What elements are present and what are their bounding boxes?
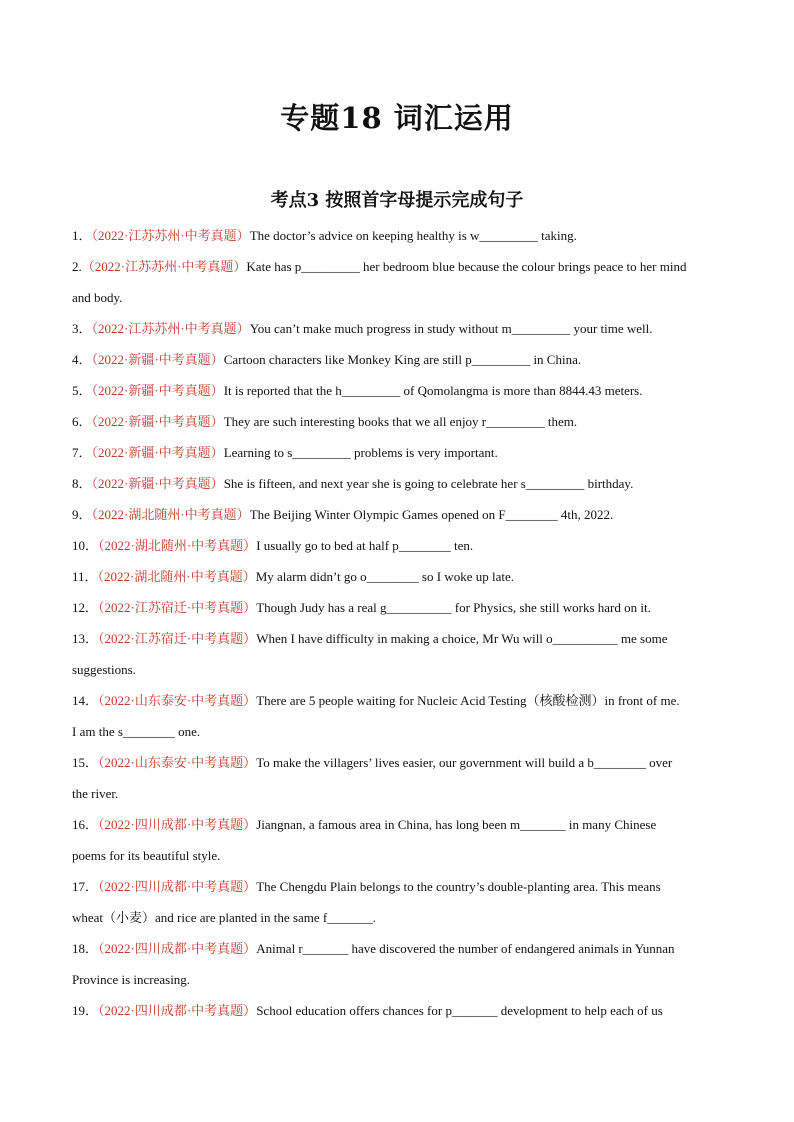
question-text: and body. — [72, 290, 123, 305]
question-line — [72, 970, 732, 1001]
section-title: 考点3 按照首字母提示完成句子 — [270, 190, 524, 211]
question-number: 4． — [72, 352, 92, 367]
question-text: The doctor’s advice on keeping healthy is w_________ taking. — [249, 228, 577, 243]
source-tag: （2022·湖北随州·中考真题） — [97, 569, 256, 584]
question-number: 18． — [72, 941, 99, 956]
question-text: The Beijing Winter Olympic Games opened on F________ 4th, 2022. — [249, 507, 614, 522]
source-tag: （2022·新疆·中考真题） — [91, 445, 224, 460]
question-line — [72, 908, 732, 939]
question-text: They are such interesting books that we all enjoy r_________ them. — [223, 414, 578, 429]
source-tag: （2022·四川成都·中考真题） — [98, 879, 257, 894]
question-line — [72, 536, 732, 567]
question-text: Cartoon characters like Monkey King are still p_________ in China. — [223, 352, 582, 367]
question-line — [72, 815, 732, 846]
question-number: 8． — [72, 476, 92, 491]
question-list — [72, 226, 732, 1032]
question-number: 15． — [72, 755, 99, 770]
source-tag: （2022·湖北随州·中考真题） — [91, 507, 250, 522]
question-number: 2. — [72, 259, 82, 274]
question-line — [72, 474, 732, 505]
question-line — [72, 660, 732, 691]
question-number: 9． — [72, 507, 92, 522]
question-line — [72, 443, 732, 474]
source-tag: （2022·新疆·中考真题） — [91, 476, 224, 491]
question-number: 10． — [72, 538, 99, 553]
source-tag: （2022·山东泰安·中考真题） — [98, 693, 257, 708]
source-tag: （2022·江苏宿迁·中考真题） — [98, 600, 257, 615]
question-line — [72, 226, 732, 257]
question-text: Jiangnan, a famous area in China, has long been m_______ in many Chinese — [256, 817, 657, 832]
question-number: 17． — [72, 879, 99, 894]
question-text: Learning to s_________ problems is very important. — [223, 445, 498, 460]
question-line — [72, 784, 732, 815]
question-line — [72, 846, 732, 877]
source-tag: （2022·湖北随州·中考真题） — [98, 538, 257, 553]
source-tag: （2022·江苏苏州·中考真题） — [91, 228, 250, 243]
question-text: the river. — [72, 786, 119, 801]
question-number: 13． — [72, 631, 99, 646]
source-tag: （2022·新疆·中考真题） — [91, 414, 224, 429]
question-text: My alarm didn’t go o________ so I woke up late. — [255, 569, 514, 584]
source-tag: （2022·新疆·中考真题） — [91, 352, 224, 367]
question-text: Though Judy has a real g__________ for Physics, she still works hard on it. — [256, 600, 651, 615]
question-line — [72, 691, 732, 722]
question-line — [72, 877, 732, 908]
question-text: School education offers chances for p_______ development to help each of us — [256, 1003, 663, 1018]
question-line — [72, 567, 732, 598]
source-tag: （2022·江苏苏州·中考真题） — [81, 259, 247, 274]
question-text: I usually go to bed at half p________ ten. — [256, 538, 474, 553]
question-text: Animal r_______ have discovered the number of endangered animals in Yunnan — [256, 941, 675, 956]
source-tag: （2022·新疆·中考真题） — [91, 383, 224, 398]
question-number: 19． — [72, 1003, 99, 1018]
question-line — [72, 257, 732, 288]
question-number: 1． — [72, 228, 92, 243]
question-line — [72, 350, 732, 381]
question-number: 7． — [72, 445, 92, 460]
question-number: 12． — [72, 600, 99, 615]
question-text: There are 5 people waiting for Nucleic Acid Testing（核酸检测）in front of me. — [256, 693, 680, 708]
source-tag: （2022·四川成都·中考真题） — [98, 941, 257, 956]
question-number: 11． — [72, 569, 98, 584]
question-line — [72, 505, 732, 536]
question-text: wheat（小麦）and rice are planted in the same f_______. — [72, 910, 376, 925]
source-tag: （2022·四川成都·中考真题） — [98, 1003, 257, 1018]
question-number: 14． — [72, 693, 99, 708]
question-text: The Chengdu Plain belongs to the country’s double-planting area. This means — [256, 879, 661, 894]
question-line — [72, 381, 732, 412]
question-number: 6． — [72, 414, 92, 429]
question-text: It is reported that the h_________ of Qomolangma is more than 8844.43 meters. — [223, 383, 643, 398]
question-text: Province is increasing. — [72, 972, 191, 987]
question-number: 16． — [72, 817, 99, 832]
question-line — [72, 598, 732, 629]
question-line — [72, 753, 732, 784]
question-number: 5． — [72, 383, 92, 398]
question-number: 3． — [72, 321, 92, 336]
question-text: I am the s________ one. — [72, 724, 201, 739]
question-text: suggestions. — [72, 662, 136, 677]
source-tag: （2022·四川成都·中考真题） — [98, 817, 257, 832]
question-line — [72, 412, 732, 443]
question-text: poems for its beautiful style. — [72, 848, 221, 863]
question-text: She is fifteen, and next year she is going to celebrate her s_________ birthday. — [223, 476, 634, 491]
question-line — [72, 629, 732, 660]
question-text: To make the villagers’ lives easier, our government will build a b________ over — [256, 755, 673, 770]
page-title: 专题18 词汇运用 — [280, 101, 514, 135]
question-line — [72, 288, 732, 319]
question-line — [72, 1001, 732, 1032]
source-tag: （2022·山东泰安·中考真题） — [98, 755, 257, 770]
question-text: When I have difficulty in making a choice, Mr Wu will o__________ me some — [256, 631, 668, 646]
question-text: You can’t make much progress in study without m_________ your time well. — [249, 321, 653, 336]
source-tag: （2022·江苏宿迁·中考真题） — [98, 631, 257, 646]
question-line — [72, 319, 732, 350]
question-line — [72, 939, 732, 970]
source-tag: （2022·江苏苏州·中考真题） — [91, 321, 250, 336]
question-text: Kate has p_________ her bedroom blue because the colour brings peace to her mind — [246, 259, 687, 274]
question-line — [72, 722, 732, 753]
